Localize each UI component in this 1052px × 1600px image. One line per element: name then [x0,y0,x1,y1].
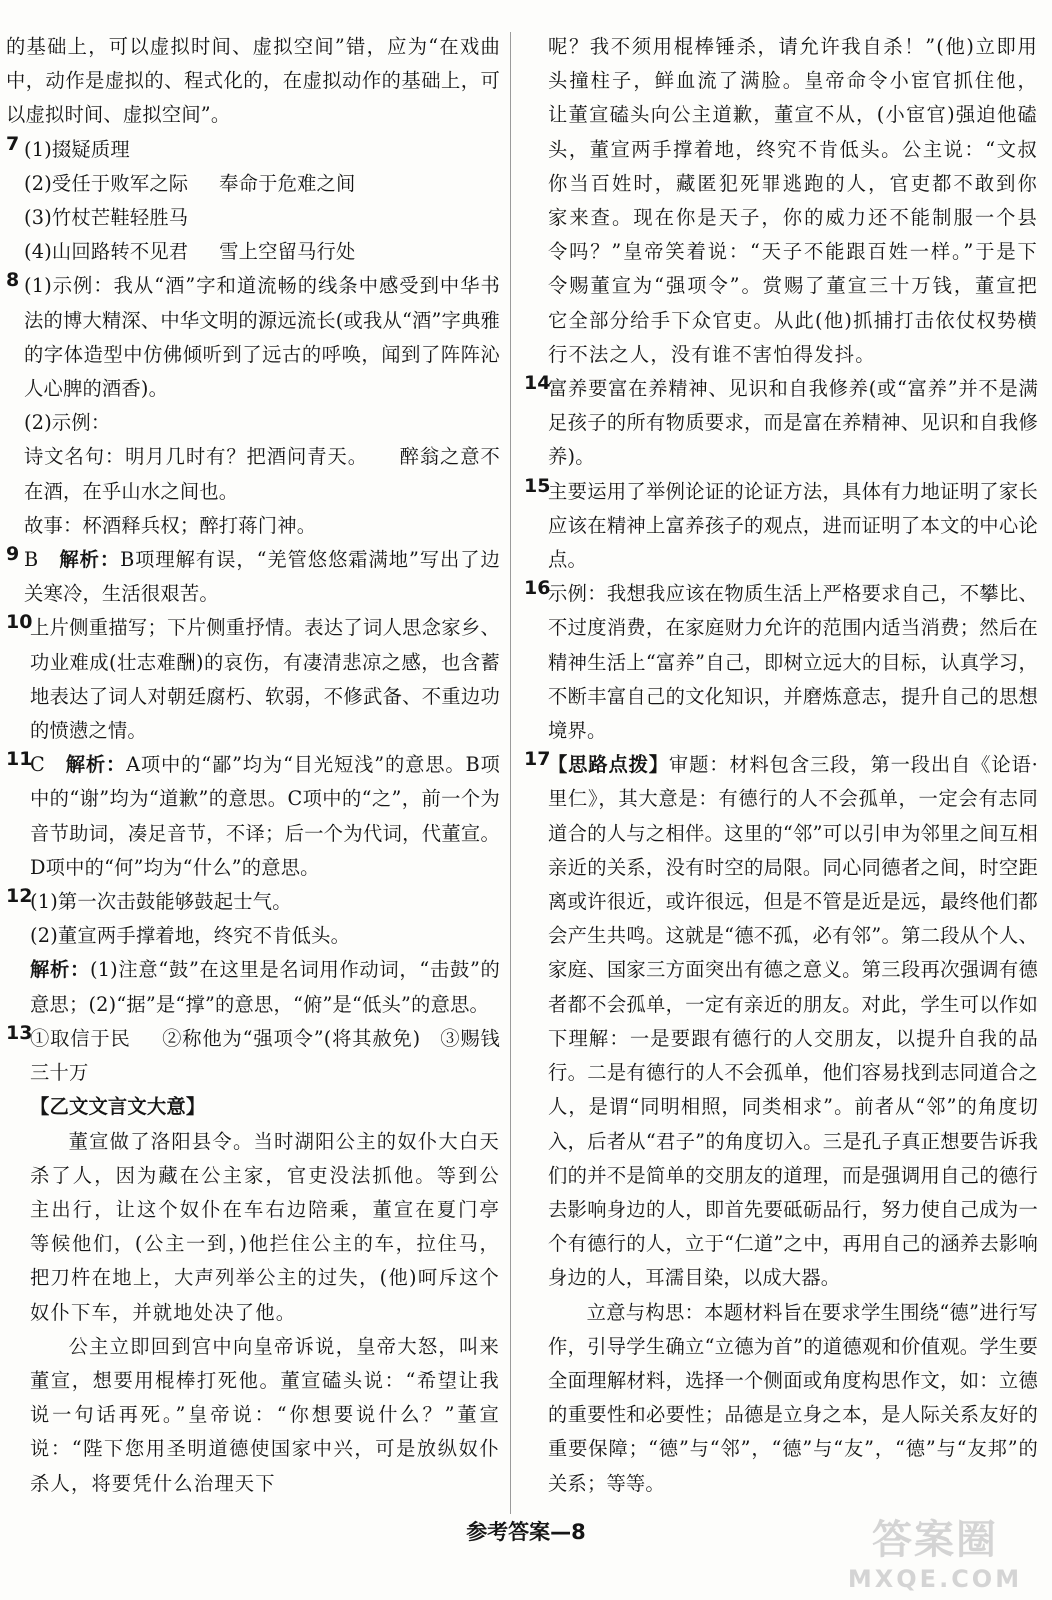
question-9 [6,543,500,611]
q7-answer-4b: 雪上空留马行处 [219,240,356,264]
question-number: 13 [6,1021,33,1044]
question-number: 12 [6,885,33,908]
question-12 [6,885,500,1022]
question-number: 16 [524,577,551,600]
q7-answer-2b: 奉命于危难之间 [219,171,356,195]
q17-analysis-text: 审题：材料包含三段，第一段出自《论语·里仁》，其大意是：有德行的人不会孤单，一定会有志同道合的人与之相伴。这里的“邻”可以引申为邻里之间互相亲近的关系，没有时空的局限。同心同德者之间，时空距离或许很近，或许很远，但是不管是近是远，最终他们都会产生共鸣。这就是“德不孤，必有邻”。第二段从个人、家庭、国家三方面突出有德之意义。第三段再次强调有德者都不会孤单，一定有亲近的朋友。对此，学生可以作如下理解：一是要跟有德行的人交朋友，以提升自我的品行。二是有德行的人不会孤单，他们容易找到志同道合之人，是谓“同明相照，同类相求”。前者从“邻”的角度切入，后者从“君子”的角度切入。三是孔子真正想要告诉我们的并不是简单的交朋友的道理，而是强调用自己的德行去影响身边的人，即首先要砥砺品行，努力使自己成为一个有德行的人，立于“仁道”之中，再用自己的涵养去影响身边的人，耳濡目染，以成大器。 [548,753,1038,1290]
analysis-label: 解析： [30,958,90,982]
q12-analysis [30,953,500,1021]
question-number: 9 [6,543,20,566]
q7-answer-4a: (4)山回路转不见君 [24,240,189,264]
question-number: 17 [524,748,551,771]
question-15 [524,475,1038,578]
q7-answer-3: (3)竹杖芒鞋轻胜马 [24,206,189,230]
question-number: 11 [6,748,33,771]
analysis-label: 解析： [59,548,121,572]
column-divider [510,32,511,1514]
question-14 [524,372,1038,475]
q7-answer-2 [6,167,500,201]
q9-analysis: B项理解有误，“羌管悠悠霜满地”写出了边关寒冷，生活很艰苦。 [24,548,500,606]
q12-part-1: (1)第一次击鼓能够鼓起士气。 [30,890,292,914]
q11-choice: C [30,753,45,777]
question-number: 8 [6,269,20,292]
q7-answer-1: (1)掇疑质理 [24,137,130,161]
question-13 [6,1022,500,1501]
q7-answer-2a: (2)受任于败军之际 [24,171,189,195]
watermark-text: 答案圈 [872,1516,998,1563]
q13-answers [30,1022,500,1090]
q8-part-1: (1)示例：我从“酒”字和道流畅的线条中感受到中华书法的博大精深、中华文明的源远流长(或我从“酒”字典雅的字体造型中仿佛倾听到了远古的呼唤，闻到了阵阵沁人心脾的酒香)。 [24,274,500,401]
right-column [524,30,1038,1501]
q6-continuation: 的基础上，可以虚拟时间、虚拟空间”错，应为“在戏曲中，动作是虚拟的、程式化的，在虚拟动作的基础上，可以虚拟时间、虚拟空间”。 [6,35,500,127]
q12-part-2: (2)董宣两手撑着地，终究不肯低头。 [30,924,351,948]
q7-answer-4 [6,235,500,269]
translation-heading: 【乙文文言文大意】 [30,1095,206,1119]
q13-answer-2: ②称他为“强项令”(将其赦免) [161,1026,421,1050]
q17-analysis [548,748,1038,1295]
question-10 [6,611,500,748]
q9-choice: B [24,548,39,572]
q8-quote-a: 诗文名句：明月几时有？把酒问青天。 [24,445,368,469]
q17-conception: 立意与构思：本题材料旨在要求学生围绕“德”进行写作，引导学生确立“立德为首”的道德观和价值观。学生要全面理解材料，选择一个侧面或角度构思作文，如：立德的重要性和必要性；品德是立身之本，是人际关系友好的重要保障；“德”与“邻”，“德”与“友”，“德”与“友邦”的关系；等等。 [548,1300,1038,1495]
q11-answer [30,748,500,885]
watermark-logo [830,1505,1040,1595]
thinking-hint-label: 【思路点拨】 [548,753,669,777]
q11-analysis: A项中的“鄙”均为“目光短浅”的意思。B项中的“谢”均为“道歉”的意思。C项中的“之”，前一个为音节助词，凑足音节，不译；后一个为代词，代董宣。D项中的“何”均为“什么”的意思。 [30,753,500,879]
question-7 [6,133,500,167]
q9-answer [24,543,500,611]
q8-part-2: (2)示例： [24,411,111,435]
question-number: 7 [6,132,20,155]
q13-answer-1: ①取信于民 [30,1026,131,1050]
question-16 [524,577,1038,748]
q10-answer: 上片侧重描写；下片侧重抒情。表达了词人思念家乡、功业难成(壮志难酬)的哀伤，有凄清悲凉之感，也含蓄地表达了词人对朝廷腐朽、软弱，不修武备、不重边功的愤懑之情。 [30,616,500,743]
q16-answer: 示例：我想我应该在物质生活上严格要求自己，不攀比、不过度消费，在家庭财力允许的范围内适当消费；然后在精神生活上“富养”自己，即树立远大的目标，认真学习，不断丰富自己的文化知识，并磨炼意志，提升自己的思想境界。 [548,582,1038,743]
question-17 [524,748,1038,1500]
q14-answer: 富养要富在养精神、见识和自我修养(或“富养”并不是满足孩子的所有物质要求，而是富在养精神、见识和自我修养)。 [548,377,1038,469]
question-8 [6,269,500,543]
watermark-url: MXQE.COM [847,1564,1023,1593]
page-footer: 参考答案—8 [466,1520,586,1544]
q8-quotes [24,440,500,508]
question-number: 14 [524,372,551,395]
question-11 [6,748,500,885]
q8-story: 故事：杯酒释兵权；醉打蒋门神。 [24,513,317,537]
analysis-label: 解析： [65,753,127,777]
q12-analysis-text: (1)注意“鼓”在这里是名词用作动词，“击鼓”的意思；(2)“据”是“撑”的意思，“俯”是“低头”的意思。 [30,958,500,1016]
translation-continuation: 呢？我不须用棍棒锤杀，请允许我自杀！”(他)立即用头撞柱子，鲜血流了满脸。皇帝命令小宦官抓住他，让董宣磕头向公主道歉，董宣不从，(小宦官)强迫他磕头，董宣两手撑着地，终究不肯低头。公主说：“文叔你当百姓时，藏匿犯死罪逃跑的人，官吏都不敢到你家来查。现在你是天子，你的威力还不能制服一个县令吗？”皇帝笑着说：“天子不能跟百姓一样。”于是下令赐董宣为“强项令”。赏赐了董宣三十万钱，董宣把它全部分给手下众官吏。从此(他)抓捕打击依仗权势横行不法之人，没有谁不害怕得发抖。 [548,35,1038,366]
q15-answer: 主要运用了举例论证的论证方法，具体有力地证明了家长应该在精神上富养孩子的观点，进而证明了本文的中心论点。 [548,479,1038,572]
left-column [6,30,500,1501]
question-number: 15 [524,474,551,497]
translation-paragraph-1: 董宣做了洛阳县令。当时湖阳公主的奴仆大白天杀了人，因为藏在公主家，官吏没法抓他。等到公主出行，让这个奴仆在车右边陪乘，董宣在夏门亭等候他们，(公主一到，)他拦住公主的车，拉住马，把刀杵在地上，大声列举公主的过失，(他)呵斥这个奴仆下车，并就地处决了他。 [30,1129,500,1324]
question-number: 10 [6,611,33,634]
q8-quote-b: 醉翁之意不在酒，在乎山水之间也。 [24,445,501,503]
translation-paragraph-2: 公主立即回到宫中向皇帝诉说，皇帝大怒，叫来董宣，想要用棍棒打死他。董宣磕头说：“希望让我说一句话再死。”皇帝说：“你想要说什么？”董宣说：“陛下您用圣明道德使国家中兴，可是放纵奴仆杀人，将要凭什么治理天下 [30,1334,500,1495]
q13-answer-3: ③赐钱三十万 [30,1026,501,1085]
